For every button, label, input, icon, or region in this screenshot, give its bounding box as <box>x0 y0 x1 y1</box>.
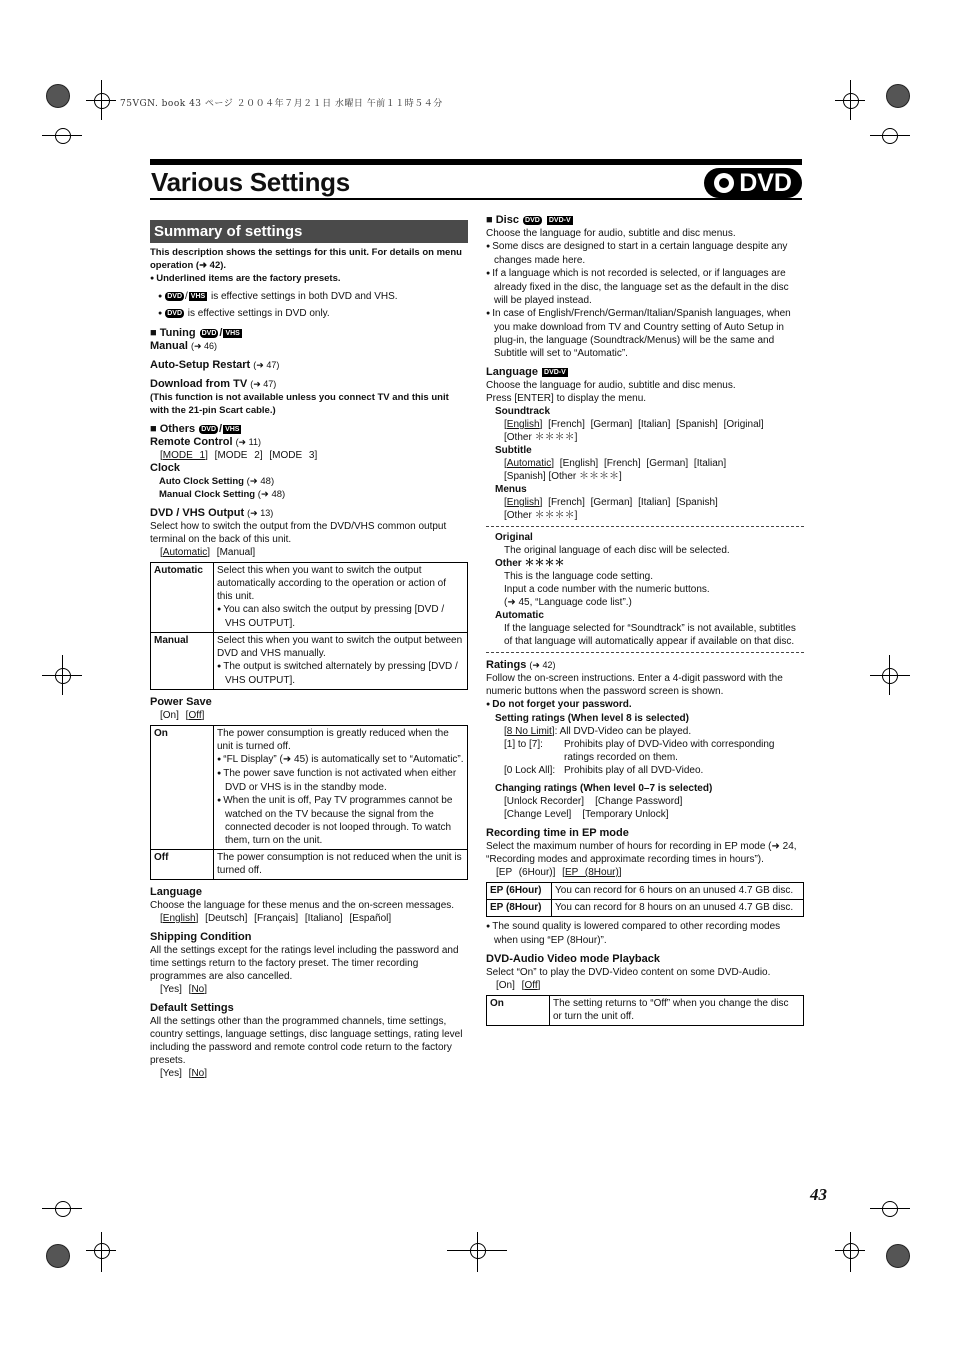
option: Yes <box>162 984 180 995</box>
table-value: You can record for 8 hours on an unused 4.7 GB disc. <box>552 900 804 917</box>
registration-dot-top-left <box>46 84 70 108</box>
rating-key: [1] to [7]: <box>504 739 543 750</box>
crosshair-icon <box>470 1243 486 1259</box>
ratings-ref: (➜ 42) <box>529 660 556 670</box>
crosshair-icon <box>882 668 898 684</box>
clock-heading: Clock <box>150 462 180 474</box>
section-heading: Summary of settings <box>150 220 468 243</box>
soundtrack-options: [English] [French] [German] [Italian] [Spanish] [Original] <box>504 419 764 430</box>
other-text: This is the language code setting. <box>504 571 653 582</box>
option: English <box>562 458 596 469</box>
tuning-heading: ■ Tuning DVD / VHS <box>150 327 240 339</box>
crosshair-icon <box>55 128 71 144</box>
auto-clock-item <box>150 475 468 488</box>
power-table <box>150 725 468 880</box>
default-options: [Yes] [No] <box>160 1068 208 1079</box>
auto-clock-label: Auto Clock Setting <box>159 476 244 487</box>
table-key: On <box>487 996 550 1026</box>
table-key: Off <box>151 850 214 880</box>
option: MODE 3 <box>272 450 315 461</box>
option: Off <box>188 710 202 721</box>
remote-label: Remote Control <box>150 436 233 448</box>
disc-bullet: ● Some discs are designed to start in a certain language despite any changes made here. <box>486 240 804 267</box>
ratings-heading <box>486 659 804 672</box>
row-bullet: ● The output is switched alternately by pressing [DVD / VHS OUTPUT]. <box>217 660 464 687</box>
manual-ref: (➜ 46) <box>190 341 218 351</box>
table-row <box>151 633 468 690</box>
table-row <box>151 563 468 633</box>
legend-dvd <box>150 307 468 321</box>
vhs-badge: VHS <box>225 330 240 337</box>
dvdvhs-options: [Automatic] [Manual] <box>160 547 256 558</box>
remote-item <box>150 436 468 449</box>
option: French <box>606 458 638 469</box>
left-column <box>150 220 468 1080</box>
header-rule <box>150 159 802 165</box>
option: Spanish <box>678 419 716 430</box>
vhs-badge: VHS <box>225 426 240 433</box>
option: Spanish <box>678 497 716 508</box>
soundtrack-heading: Soundtrack <box>495 406 551 417</box>
registration-dot-bottom-left <box>46 1244 70 1268</box>
remote-options: [MODE 1] [MODE 2] [MODE 3] <box>160 450 318 461</box>
crop-line <box>101 1232 102 1272</box>
option: French <box>550 497 583 508</box>
subtitle-options: [Automatic] [English] [French] [German] [Italian] <box>504 458 727 469</box>
crosshair-icon <box>94 1243 110 1259</box>
crop-line <box>850 1232 851 1272</box>
right-column <box>486 214 804 1029</box>
table-row <box>487 900 804 917</box>
crop-line <box>101 80 102 120</box>
crop-line <box>850 80 851 120</box>
option: Original <box>726 419 761 430</box>
option: English <box>162 913 196 924</box>
option: On <box>498 980 513 991</box>
others-heading: ■ Others DVD / VHS <box>150 423 240 435</box>
audio-options: [On] [Off] <box>496 980 541 991</box>
automatic-heading: Automatic <box>495 610 544 621</box>
download-label: Download from TV <box>150 378 248 390</box>
tuning-label: Tuning <box>159 327 196 339</box>
ratings-warning: ● Do not forget your password. <box>486 698 804 712</box>
menus-heading: Menus <box>495 484 527 495</box>
subtitle-heading: Subtitle <box>495 445 532 456</box>
menus-options-2: [Other ＊＊＊＊] <box>504 510 578 521</box>
table-key: Automatic <box>151 563 214 633</box>
table-row <box>487 996 804 1026</box>
remote-ref: (➜ 11) <box>235 437 261 447</box>
print-info-line: 75VGN. book 43 ページ ２００４年７月２１日 水曜日 午前１１時５４分 <box>120 99 443 109</box>
disc-bullet: ● In case of English/French/German/Italian/Spanish languages, when you make download from TV and Country setting of Auto Setup in plug-in, the language (Soundtrack/Menus) will be the same and Subtitle will set to “Automatic”. <box>486 307 804 360</box>
ratings-label: Ratings <box>486 659 527 671</box>
crop-line <box>870 675 910 676</box>
power-heading: Power Save <box>150 696 212 708</box>
option: English <box>506 497 540 508</box>
dvd-badge: DVD <box>167 310 183 317</box>
rating-key: 8 No Limit <box>506 726 552 737</box>
table-key: EP (8Hour) <box>487 900 552 917</box>
table-value: You can record for 6 hours on an unused 4.7 GB disc. <box>552 883 804 900</box>
rating-value: Prohibits play of all DVD-Video. <box>564 765 704 776</box>
default-heading: Default Settings <box>150 1002 234 1014</box>
disc-language-desc: Press [ENTER] to display the menu. <box>486 393 647 404</box>
shipping-options: [Yes] [No] <box>160 984 208 995</box>
option: Manual <box>219 547 253 558</box>
manual-clock-label: Manual Clock Setting <box>159 489 256 500</box>
language-desc: Choose the language for these menus and the on-screen messages. <box>150 900 455 911</box>
dvdvhs-heading <box>150 507 468 520</box>
language-heading: Language <box>150 886 202 898</box>
option: German <box>593 419 630 430</box>
dvdv-badge: DVD-V <box>548 217 571 224</box>
auto-setup-item <box>150 359 468 372</box>
registration-dot-bottom-right <box>886 1244 910 1268</box>
rating-value: Prohibits play of DVD-Video with corresponding ratings recorded on them. <box>564 739 775 763</box>
dvdvhs-desc: Select how to switch the output from the DVD/VHS common output terminal on the back of this unit. <box>150 521 447 545</box>
table-value <box>214 633 468 690</box>
dvd-logo-text: DVD <box>739 169 792 197</box>
crosshair-icon <box>843 93 859 109</box>
option: Automatic <box>162 547 208 558</box>
download-item <box>150 378 468 391</box>
manual-label: Manual <box>150 340 188 352</box>
disc-language-desc: Choose the language for audio, subtitle and disc menus. <box>486 380 736 391</box>
option: [EP (6Hour)] <box>496 867 556 878</box>
crosshair-icon <box>843 1243 859 1259</box>
intro-note: ● Underlined items are the factory presets. <box>150 272 468 286</box>
shipping-heading: Shipping Condition <box>150 931 252 943</box>
row-text: Select this when you want to switch the output automatically according to the operation or action of this unit. <box>217 565 447 602</box>
option: Off <box>524 980 538 991</box>
original-text: The original language of each disc will be selected. <box>504 545 730 556</box>
other-text: Input a code number with the numeric buttons. <box>504 584 710 595</box>
auto-clock-ref: (➜ 48) <box>246 476 275 487</box>
disc-label: Disc <box>495 214 519 226</box>
dvdvhs-label: DVD / VHS Output <box>150 507 245 519</box>
other-heading: Other ＊＊＊＊ <box>495 558 565 569</box>
intro-text: This description shows the settings for this unit. For details on menu operation (➜ 42). <box>150 247 462 271</box>
crosshair-icon <box>55 668 71 684</box>
dvd-badge: DVD <box>167 293 183 300</box>
legend-both: ● DVD / VHS is effective settings in both DVD and VHS. <box>150 290 468 304</box>
row-bullet: ● The power save function is not activated when either DVD or VHS is in the standby mode. <box>217 767 464 794</box>
option: MODE 1 <box>162 450 206 461</box>
table-row <box>487 883 804 900</box>
option: English <box>506 419 540 430</box>
ep-desc: Select the maximum number of hours for recording in EP mode (➜ 24, “Recording modes and approximate recording times in hours”). <box>486 841 797 865</box>
dvdvhs-table <box>150 562 468 690</box>
changing-ratings-heading: Changing ratings (When level 0–7 is selected) <box>495 783 713 794</box>
disc-desc: Choose the language for audio, subtitle and disc menus. <box>486 228 736 239</box>
option: MODE 2 <box>217 450 260 461</box>
vhs-badge: VHS <box>190 293 206 300</box>
audio-heading: DVD-Audio Video mode Playback <box>486 953 661 965</box>
rating-row <box>486 738 804 764</box>
crop-line <box>42 135 82 136</box>
option: No <box>191 984 205 995</box>
disc-language-heading <box>486 366 804 379</box>
table-key: On <box>151 726 214 850</box>
table-key: EP (6Hour) <box>487 883 552 900</box>
option: Italiano <box>307 913 340 924</box>
download-ref: (➜ 47) <box>250 379 277 389</box>
power-options: [On] [Off] <box>160 710 205 721</box>
option: On <box>162 710 177 721</box>
ep-table <box>486 882 804 917</box>
dvdv-badge: DVD-V <box>544 369 566 376</box>
audio-table <box>486 995 804 1026</box>
crop-line <box>870 1208 910 1209</box>
crop-line <box>42 1208 82 1209</box>
download-note: (This function is not available unless you connect TV and this unit with the 21-pin Scart cable.) <box>150 392 449 416</box>
option: German <box>649 458 686 469</box>
option: German <box>593 497 630 508</box>
dvd-badge: DVD <box>201 330 217 337</box>
setting-ratings-heading: Setting ratings (When level 8 is selected) <box>495 713 689 724</box>
audio-desc: Select “On” to play the DVD-Video content on some DVD-Audio. <box>486 967 771 978</box>
rating-row: [8 No Limit]: All DVD-Video can be played. <box>504 726 692 737</box>
option: Yes <box>162 1068 180 1079</box>
header-rule <box>150 198 802 200</box>
subtitle-options-2: [Spanish] [Other ＊＊＊＊] <box>504 471 622 482</box>
original-heading: Original <box>495 532 533 543</box>
disc-heading: ■ Disc DVD DVD-V <box>486 214 571 226</box>
crop-line <box>870 135 910 136</box>
disc-icon <box>714 173 734 193</box>
table-value: The setting returns to “Off” when you change the disc or turn the unit off. <box>550 996 804 1026</box>
crop-line <box>889 655 890 695</box>
option: Italian <box>640 497 668 508</box>
rating-row <box>486 764 804 777</box>
crop-line <box>477 1232 478 1272</box>
others-label: Others <box>159 423 196 435</box>
crop-line <box>62 655 63 695</box>
page-title: Various Settings <box>151 167 350 197</box>
table-key: Manual <box>151 633 214 690</box>
disc-bullet: ● If a language which is not recorded is selected, or if languages are already fixed in the disc, the language set as the default in the disc will be played instead. <box>486 267 804 307</box>
table-value <box>214 726 468 850</box>
dvd-badge: DVD <box>201 426 217 433</box>
option: Automatic <box>506 458 552 469</box>
option: No <box>191 1068 205 1079</box>
crosshair-icon <box>94 93 110 109</box>
table-value <box>214 563 468 633</box>
menus-options: [English] [French] [German] [Italian] [Spanish] <box>504 497 718 508</box>
shipping-desc: All the settings except for the ratings level including the password and time settings return to the factory preset. The timer recording programmes are also cancelled. <box>150 945 459 982</box>
ep-note: ● The sound quality is lowered compared to other recording modes when using “EP (8Hour)”. <box>486 920 804 947</box>
crosshair-icon <box>55 1201 71 1217</box>
option: Italian <box>640 419 668 430</box>
ratings-desc: Follow the on-screen instructions. Enter a 4-digit password with the numeric buttons when the password screen is shown. <box>486 673 783 697</box>
soundtrack-options-2: [Other ＊＊＊＊] <box>504 432 578 443</box>
page-number: 43 <box>810 1185 827 1204</box>
option: Español <box>352 913 389 924</box>
legend-dvd-text: is effective settings in DVD only. <box>185 308 330 319</box>
changing-options: [Unlock Recorder] [Change Password] <box>504 796 683 807</box>
table-row <box>151 726 468 850</box>
row-bullet: ● You can also switch the output by pressing [DVD / VHS OUTPUT]. <box>217 603 464 630</box>
auto-setup-label: Auto-Setup Restart <box>150 359 251 371</box>
registration-dot-top-right <box>886 84 910 108</box>
option: EP (8Hour) <box>564 867 619 878</box>
ep-heading: Recording time in EP mode <box>486 827 629 839</box>
manual-clock-item <box>150 488 468 501</box>
automatic-text: If the language selected for “Soundtrack” is not available, subtitles of that language will automatically appear if available on that disc. <box>504 623 796 647</box>
dvdvhs-ref: (➜ 13) <box>247 508 274 518</box>
rating-value: All DVD-Video can be played. <box>559 726 692 737</box>
option: Français <box>256 913 296 924</box>
option: Deutsch <box>207 913 245 924</box>
manual-item <box>150 340 468 353</box>
row-text: The power consumption is greatly reduced when the unit is turned off. <box>217 728 449 752</box>
row-bullet: ● When the unit is off, Pay TV programmes cannot be watched on the TV because the signal from the connected decoder is not looped through. To watch them, turn on the unit. <box>217 794 464 847</box>
divider <box>486 526 804 527</box>
other-text: (➜ 45, “Language code list”.) <box>504 597 632 608</box>
option: French <box>550 419 583 430</box>
crosshair-icon <box>882 1201 898 1217</box>
language-options: [English] [Deutsch] [Français] [Italiano] [Español] <box>160 913 392 924</box>
dvd-logo <box>704 168 802 198</box>
rating-key: [0 Lock All]: <box>504 765 556 776</box>
changing-options: [Change Level] [Temporary Unlock] <box>504 809 669 820</box>
divider <box>486 652 804 653</box>
dvd-badge: DVD <box>525 217 540 224</box>
auto-setup-ref: (➜ 47) <box>253 360 280 370</box>
table-value: The power consumption is not reduced when the unit is turned off. <box>214 850 468 880</box>
ep-options: [EP (6Hour)] [EP (8Hour)] <box>496 867 622 878</box>
disc-language-label: Language <box>486 366 538 378</box>
table-row <box>151 850 468 880</box>
manual-clock-ref: (➜ 48) <box>257 489 286 500</box>
crosshair-icon <box>882 128 898 144</box>
legend-both-text: is effective settings in both DVD and VHS. <box>208 291 398 302</box>
default-desc: All the settings other than the programmed channels, time settings, country settings, language settings, disc language settings, rating level including the password and remote control code return to the factory presets. <box>150 1016 463 1066</box>
option: Italian <box>696 458 724 469</box>
row-bullet: ● “FL Display” (➜ 45) is automatically set to “Automatic”. <box>217 753 464 767</box>
row-text: Select this when you want to switch the output between DVD and VHS manually. <box>217 635 463 659</box>
